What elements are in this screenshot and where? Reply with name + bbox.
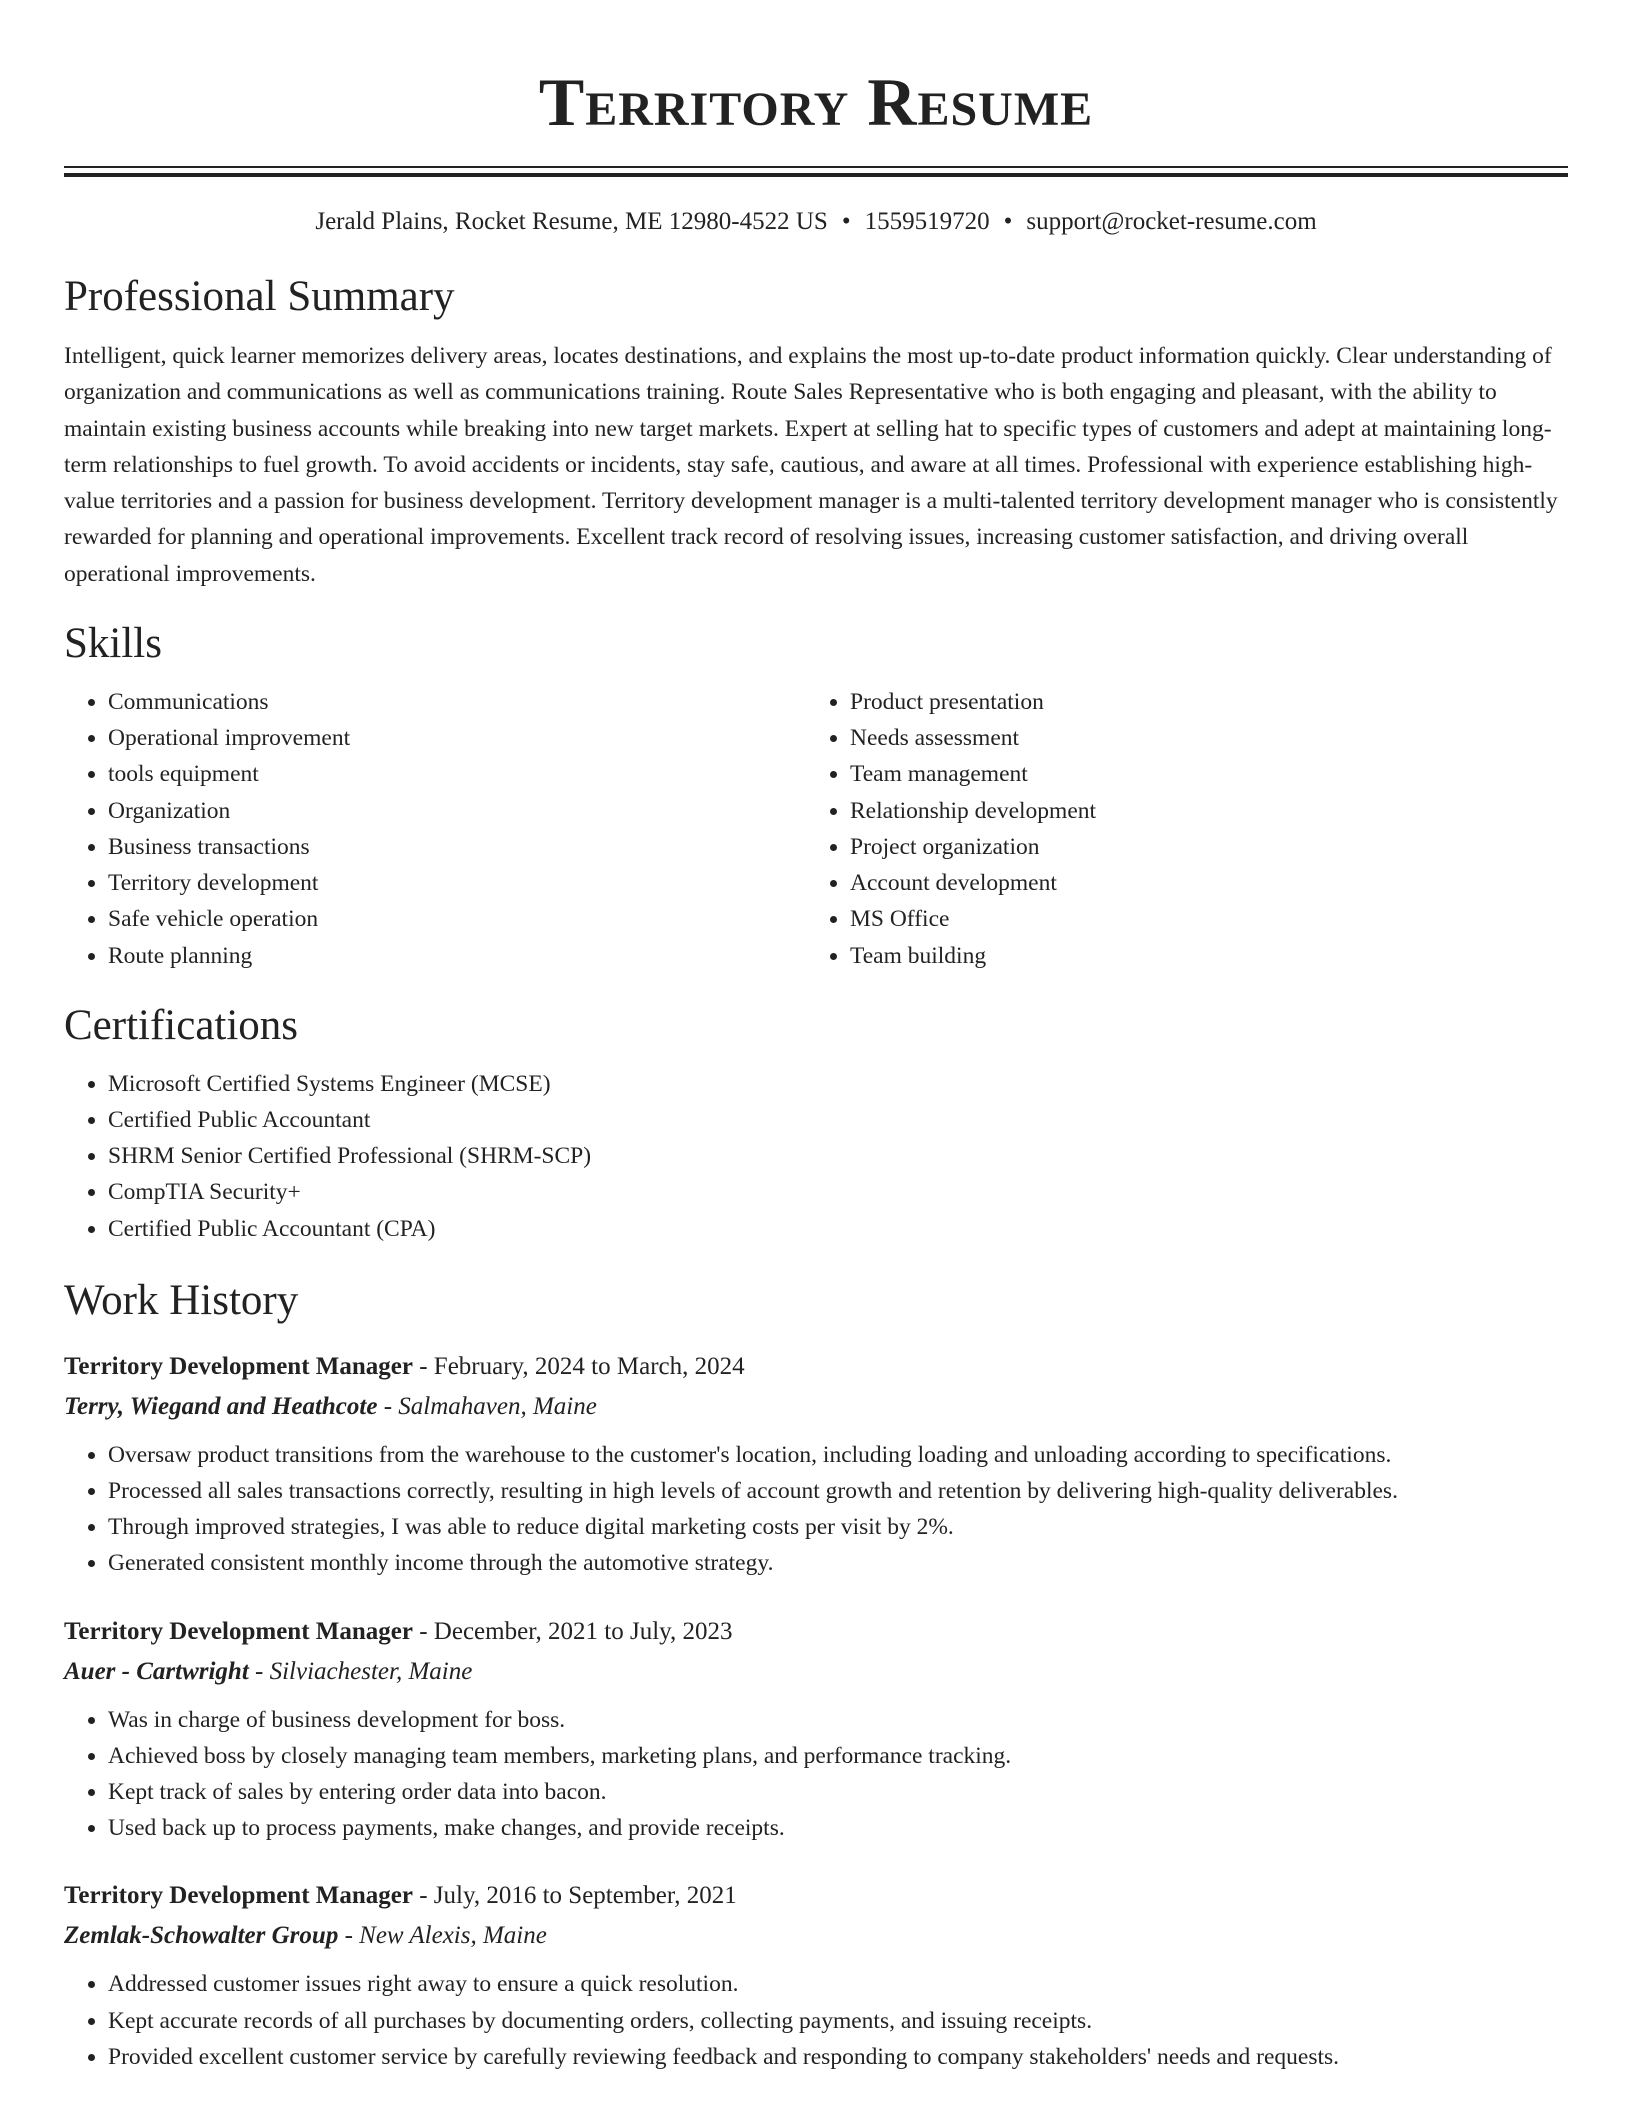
section-heading-skills: Skills: [64, 620, 162, 668]
job-bullets: [64, 1702, 1568, 1847]
certification-item: • Microsoft Certified Systems Engineer (MCSE): [108, 1066, 1568, 1102]
skills-list-right: [806, 684, 1548, 974]
contact-phone: 1559519720: [864, 208, 990, 235]
skill-item: • Safe vehicle operation: [108, 901, 806, 937]
contact-email: support@rocket-resume.com: [1026, 208, 1317, 235]
job-title: Territory Development Manager: [64, 1617, 413, 1645]
skill-item: • Project organization: [850, 829, 1548, 865]
job-entry: [64, 1612, 1568, 1847]
job-bullet: • Generated consistent monthly income through the automotive strategy.: [108, 1545, 1568, 1581]
skill-item: • Route planning: [108, 938, 806, 974]
job-bullet: • Processed all sales transactions correctly, resulting in high levels of account growth and retention by delivering high-quality deliverables.: [108, 1473, 1568, 1509]
skill-item: • Communications: [108, 684, 806, 720]
job-location: - New Alexis, Maine: [338, 1922, 547, 1950]
job-bullet: • Kept accurate records of all purchases by documenting orders, collecting payments, and issuing receipts.: [108, 2003, 1568, 2039]
job-dates: - February, 2024 to March, 2024: [412, 1352, 745, 1380]
job-company-line: [64, 1387, 1568, 1427]
skill-item: • Product presentation: [850, 684, 1548, 720]
job-company-line: [64, 1916, 1568, 1956]
skills-column-right: [806, 684, 1548, 974]
job-bullet: • Used back up to process payments, make changes, and provide receipts.: [108, 1810, 1568, 1846]
resume-title: Territory Resume: [538, 64, 1094, 140]
skill-item: • tools equipment: [108, 756, 806, 792]
job-location: - Silviachester, Maine: [248, 1657, 473, 1685]
job-dates: - July, 2016 to September, 2021: [412, 1882, 737, 1910]
section-heading-summary: Professional Summary: [64, 273, 455, 320]
contact-separator: •: [1003, 208, 1013, 235]
job-title: Territory Development Manager: [64, 1882, 413, 1910]
skills-grid: [64, 684, 1568, 974]
skill-item: • Operational improvement: [108, 720, 806, 756]
skill-item: • Territory development: [108, 865, 806, 901]
skills-section: [64, 616, 1568, 974]
skill-item: • Needs assessment: [850, 720, 1548, 756]
job-bullet: • Addressed customer issues right away to ensure a quick resolution.: [108, 1966, 1568, 2002]
contact-separator: •: [841, 208, 851, 235]
job-bullets: [64, 1437, 1568, 1582]
job-bullets: [64, 1966, 1568, 2075]
job-company: Auer - Cartwright: [64, 1657, 249, 1685]
title-divider: [64, 166, 1568, 177]
professional-summary-section: [64, 269, 1568, 592]
job-dates: - December, 2021 to July, 2023: [412, 1617, 733, 1645]
certification-item: • CompTIA Security+: [108, 1174, 1568, 1210]
job-bullet: • Was in charge of business development for boss.: [108, 1702, 1568, 1738]
job-bullet: • Provided excellent customer service by carefully reviewing feedback and responding to company stakeholders' needs and requests.: [108, 2039, 1568, 2075]
certifications-section: [64, 998, 1568, 1247]
skill-item: • Team building: [850, 938, 1548, 974]
contact-line: [64, 205, 1568, 239]
skills-column-left: [64, 684, 806, 974]
skill-item: • Team management: [850, 756, 1548, 792]
certifications-list: [64, 1066, 1568, 1247]
job-company-line: [64, 1652, 1568, 1692]
job-bullet: • Oversaw product transitions from the warehouse to the customer's location, including loading and unloading according to specifications.: [108, 1437, 1568, 1473]
job-entry: [64, 1347, 1568, 1582]
summary-text: Intelligent, quick learner memorizes delivery areas, locates destinations, and explains the most up-to-date product information quickly. Clear understanding of organization and communications as well as communications training. Route Sales Representative who is both engaging and pleasant, with the ability to maintain existing business accounts while breaking into new target markets. Expert at selling hat to specific types of customers and adept at maintaining long-term relationships to fuel growth. To avoid accidents or incidents, stay safe, cautious, and aware at all times. Professional with experience establishing high-value territories and a passion for business development. Territory development manager is a multi-talented territory development manager who is consistently rewarded for planning and operational improvements. Excellent track record of resolving issues, increasing customer satisfaction, and driving overall operational improvements.: [64, 343, 1558, 587]
job-bullet: • Achieved boss by closely managing team members, marketing plans, and performance tracking.: [108, 1738, 1568, 1774]
job-location: - Salmahaven, Maine: [377, 1392, 597, 1420]
skill-item: • Organization: [108, 793, 806, 829]
job-bullet: • Kept track of sales by entering order data into bacon.: [108, 1774, 1568, 1810]
job-bullet: • Through improved strategies, I was able to reduce digital marketing costs per visit by 2%.: [108, 1509, 1568, 1545]
skill-item: • Business transactions: [108, 829, 806, 865]
section-heading-certifications: Certifications: [64, 1001, 299, 1049]
certification-item: • SHRM Senior Certified Professional (SHRM-SCP): [108, 1138, 1568, 1174]
contact-address: Jerald Plains, Rocket Resume, ME 12980-4522 US: [315, 208, 828, 235]
certification-item: • Certified Public Accountant: [108, 1102, 1568, 1138]
job-entry: [64, 1876, 1568, 2075]
job-title-line: [64, 1876, 1568, 1916]
work-history-section: [64, 1273, 1568, 2075]
job-company: Terry, Wiegand and Heathcote: [64, 1392, 378, 1420]
skill-item: • Account development: [850, 865, 1548, 901]
job-company: Zemlak-Schowalter Group: [64, 1922, 339, 1950]
skill-item: • Relationship development: [850, 793, 1548, 829]
certification-item: • Certified Public Accountant (CPA): [108, 1211, 1568, 1247]
job-title-line: [64, 1612, 1568, 1652]
skills-list-left: [64, 684, 806, 974]
job-title-line: [64, 1347, 1568, 1387]
section-heading-work-history: Work History: [64, 1276, 299, 1324]
skill-item: • MS Office: [850, 901, 1548, 937]
job-title: Territory Development Manager: [64, 1352, 413, 1380]
